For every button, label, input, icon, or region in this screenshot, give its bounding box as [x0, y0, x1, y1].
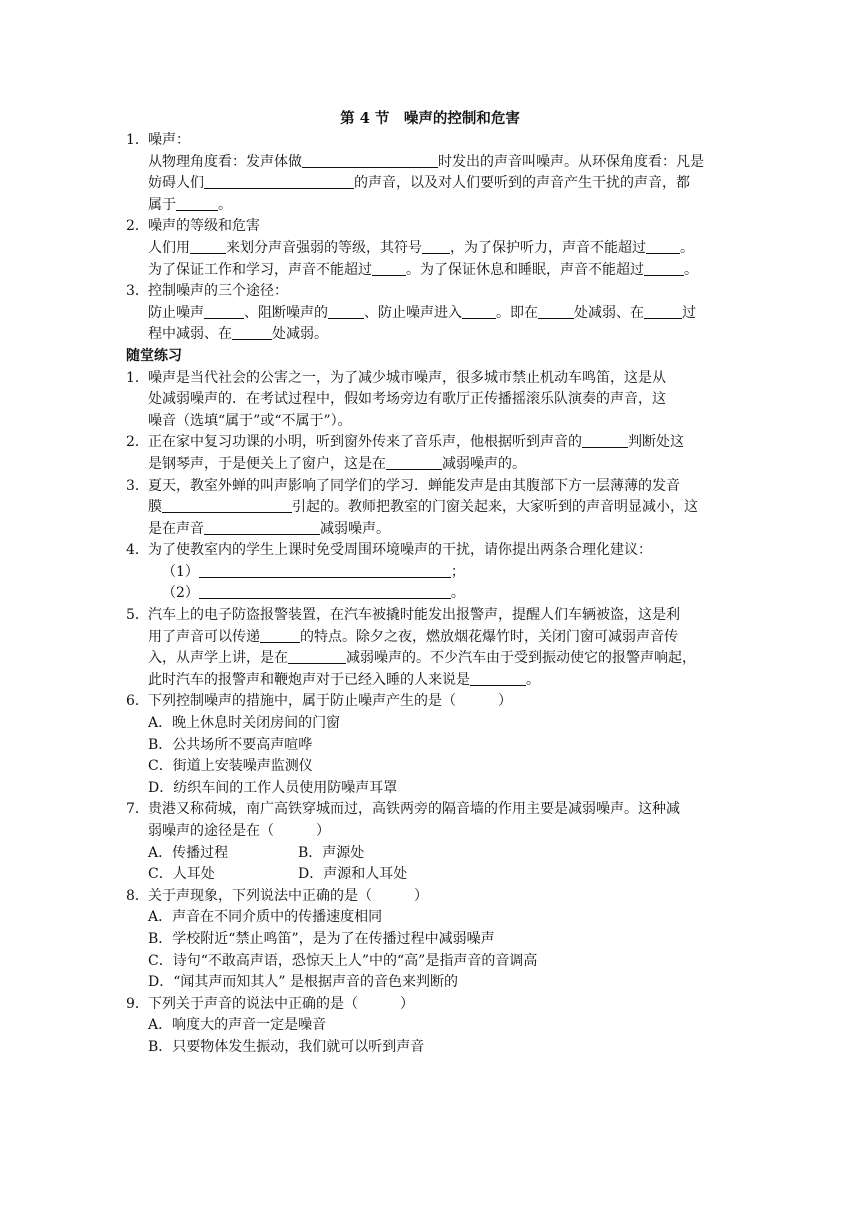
question-4-line-1: 4．为了使教室内的学生上课时免受周围环境噪声的干扰，请你提出两条合理化建议：: [126, 542, 652, 559]
answer-blank[interactable]: [199, 584, 451, 599]
knowledge-item-1-line-3: 属于 。: [148, 196, 232, 213]
question-5-line-4: 此时汽车的报警声和鞭炮声对于已经入睡的人来说是 。: [148, 671, 540, 688]
question-2-line-1: 2．正在家中复习功课的小明，听到窗外传来了音乐声，他根据听到声音的 判断处这: [126, 434, 684, 451]
question-7-line-2: 弱噪声的途径是在（ ）: [148, 823, 330, 839]
answer-blank[interactable]: [386, 455, 442, 470]
question-6-stem: 6．下列控制噪声的措施中，属于防止噪声产生的是（ ）: [126, 693, 512, 710]
knowledge-item-3-heading: 3．控制噪声的三个途径：: [126, 283, 288, 300]
knowledge-item-1-heading: 1．噪声：: [126, 132, 190, 148]
question-3-line-3: 是在声音 减弱噪声。: [148, 520, 390, 537]
answer-blank[interactable]: [288, 649, 346, 664]
answer-blank[interactable]: [422, 239, 450, 254]
knowledge-item-2-heading: 2．噪声的等级和危害: [126, 218, 260, 235]
question-6-option-c[interactable]: C．街道上安装噪声监测仪: [148, 758, 313, 775]
answer-blank[interactable]: [470, 671, 526, 686]
question-7-option-d[interactable]: D．声源和人耳处: [298, 866, 408, 883]
knowledge-item-2-line-2: 为了保证工作和学习，声音不能超过 。为了保证休息和睡眠，声音不能超过 。: [148, 261, 698, 278]
knowledge-item-2-line-1: 人们用 来划分声音强弱的等级，其符号 ，为了保护听力，声音不能超过 。: [148, 239, 694, 256]
question-6-option-d[interactable]: D．纺织车间的工作人员使用防噪声耳罩: [148, 779, 398, 796]
question-9-option-a[interactable]: A．响度大的声音一定是噪音: [148, 1017, 327, 1034]
question-9-stem: 9．下列关于声音的说法中正确的是（ ）: [126, 995, 414, 1012]
answer-blank[interactable]: [646, 239, 680, 254]
question-1-line-3: 噪音（选填“属于”或“不属于”）。: [148, 412, 352, 429]
knowledge-item-3-line-1: 防止噪声 、阻断噪声的 、防止噪声进入 。即在 处减弱、在 过: [148, 304, 696, 321]
question-5-line-3: 入，从声学上讲，是在 减弱噪声的。不少汽车由于受到振动使它的报警声响起，: [148, 650, 696, 667]
question-4-suggestion-2: （2） 。: [162, 585, 465, 602]
knowledge-item-1-line-2: 妨碍人们 的声音，以及对人们要听到的声音产生干扰的声音，都: [148, 175, 690, 192]
question-7-option-b[interactable]: B．声源处: [298, 844, 365, 861]
answer-blank[interactable]: [462, 304, 496, 319]
question-4-suggestion-1: （1） ；: [162, 563, 465, 580]
question-7-option-c[interactable]: C．人耳处: [148, 866, 215, 883]
knowledge-item-3-line-2: 程中减弱、在 处减弱。: [148, 326, 328, 343]
answer-blank[interactable]: [372, 261, 406, 276]
answer-blank[interactable]: [199, 563, 451, 578]
answer-blank[interactable]: [162, 498, 292, 513]
page-title: 第 4 节 噪声的控制和危害: [340, 110, 520, 127]
answer-blank[interactable]: [582, 433, 628, 448]
question-7-options-row-2: [126, 864, 736, 886]
knowledge-item-1-line-1: 从物理角度看：发声体做 时发出的声音叫噪声。从环保角度看：凡是: [148, 153, 704, 170]
question-5-line-1: 5．汽车上的电子防盗报警装置，在汽车被撬时能发出报警声，提醒人们车辆被盗，这是利: [126, 607, 680, 624]
worksheet-content: [126, 130, 736, 1059]
question-2-line-2: 是钢琴声，于是便关上了窗户，这是在 减弱噪声的。: [148, 455, 526, 472]
question-7-line-1: 7．贵港又称荷城，南广高铁穿城而过，高铁两旁的隔音墙的作用主要是减弱噪声。这种减: [126, 801, 680, 818]
answer-blank[interactable]: [644, 304, 682, 319]
answer-blank[interactable]: [260, 628, 300, 643]
answer-blank[interactable]: [204, 304, 244, 319]
question-6-option-a[interactable]: A．晚上休息时关闭房间的门窗: [148, 715, 341, 732]
question-8-stem: 8．关于声现象，下列说法中正确的是（ ）: [126, 887, 428, 904]
question-8-option-d[interactable]: D．“闻其声而知其人” 是根据声音的音色来判断的: [148, 974, 458, 991]
answer-blank[interactable]: [204, 174, 354, 189]
question-7-options-row-1: [126, 843, 736, 865]
question-9-option-b[interactable]: B．只要物体发生振动，我们就可以听到声音: [148, 1038, 425, 1055]
question-8-option-a[interactable]: A．声音在不同介质中的传播速度相同: [148, 909, 383, 926]
answer-blank[interactable]: [232, 325, 272, 340]
question-1-line-2: 处减弱噪声的．在考试过程中，假如考场旁边有歌厅正传播摇滚乐队演奏的声音，这: [148, 391, 666, 408]
answer-blank[interactable]: [176, 196, 218, 211]
answer-blank[interactable]: [190, 239, 226, 254]
question-1-line-1: 1．噪声是当代社会的公害之一，为了减少城市噪声，很多城市禁止机动车鸣笛，这是从: [126, 369, 666, 386]
answer-blank[interactable]: [302, 153, 438, 168]
answer-blank[interactable]: [328, 304, 364, 319]
answer-blank[interactable]: [204, 520, 320, 535]
answer-blank[interactable]: [538, 304, 574, 319]
question-8-option-b[interactable]: B．学校附近“禁止鸣笛”，是为了在传播过程中减弱噪声: [148, 930, 495, 947]
answer-blank[interactable]: [644, 261, 684, 276]
section-heading-practice: 随堂练习: [126, 347, 182, 364]
question-5-line-2: 用了声音可以传递 的特点。除夕之夜，燃放烟花爆竹时，关闭门窗可减弱声音传: [148, 628, 678, 645]
question-8-option-c[interactable]: C．诗句“不敢高声语，恐惊天上人”中的“高”是指声音的音调高: [148, 952, 538, 969]
question-3-line-2: 膜 引起的。教师把教室的门窗关起来，大家听到的声音明显减小，这: [148, 499, 698, 516]
question-7-option-a[interactable]: A．传播过程: [148, 844, 229, 861]
question-6-option-b[interactable]: B．公共场所不要高声喧哗: [148, 736, 313, 753]
question-3-line-1: 3．夏天，教室外蝉的叫声影响了同学们的学习．蝉能发声是由其腹部下方一层薄薄的发音: [126, 477, 680, 494]
